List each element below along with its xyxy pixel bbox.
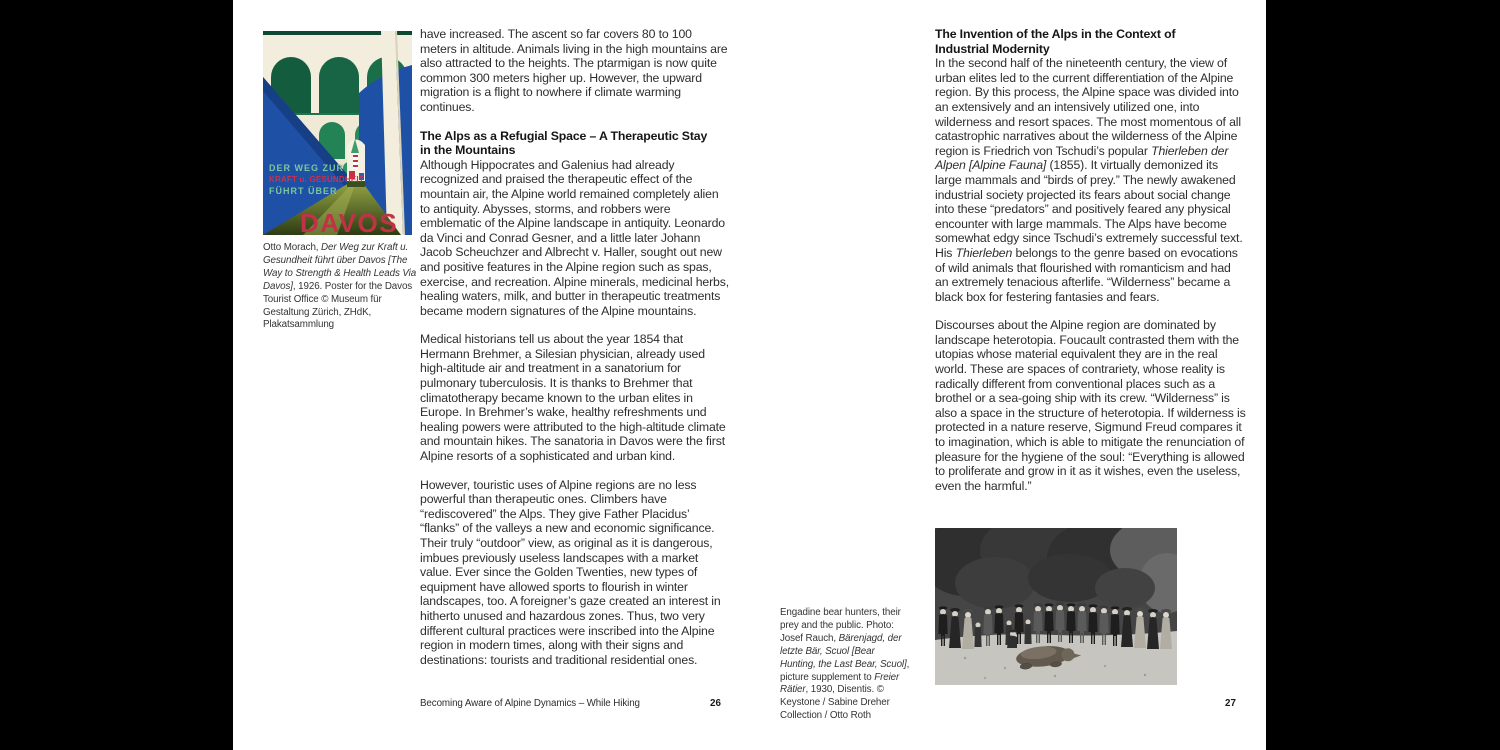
section-heading-invention-alps: The Invention of the Alps in the Context of Industrial Modernity: [935, 27, 1176, 56]
davos-poster-art: [263, 31, 412, 235]
poster-text-line3: FÜHRT ÜBER: [269, 186, 338, 196]
poster-text-line1: DER WEG ZUR: [269, 163, 344, 173]
bear-hunters-photo: [935, 528, 1177, 685]
body-paragraph: Although Hippocrates and Galenius had already recognized and praised the therapeutic effect of the mountain air, the Alpine world remained completely alien to antiquity. Abysses, storms, and robbers were emblematic of the Alpine landscape in antiquity. Leonardo da Vinci and Conrad Gesner, and a little later Johann Jacob Scheuchzer and Albrecht v. Haller, sought out new and positive features in the Alpine region such as spas, exercise, and recreation. Alpine minerals, medicinal herbs, healing waters, milk, and butter in therapeutic treatments became modern signatures of the Alpine mountains.: [420, 157, 729, 318]
poster-caption: Otto Morach, Der Weg zur Kraft u. Gesundheit führt über Davos [The Way to Strength & Health Leads Via Davos], 1926. Poster for the Davos Tourist Office © Museum für Gestaltung Zürich, ZHdK, Plakatsammlung: [263, 242, 417, 331]
page-number-26: 26: [710, 698, 721, 709]
intro-paragraph: have increased. The ascent so far covers 80 to 100 meters in altitude. Animals living in the high mountains are also attracted to the heights. The ptarmigan is now quite common 300 meters higher up. However, the upward migration is a flight to nowhere if climate warming continues.: [420, 27, 728, 114]
book-spread: [233, 0, 1266, 750]
page-number-27: 27: [1225, 698, 1236, 709]
page-left: [233, 0, 749, 750]
poster-davos-wordmark: DAVOS: [300, 208, 399, 235]
left-text-column: [420, 27, 731, 681]
body-paragraph: Medical historians tell us about the year 1854 that Hermann Brehmer, a Silesian physician, already used high-altitude air and treatment in a sanatorium for pulmonary tuberculosis. It is thanks to Brehmer that climatotherapy became known to the urban elites in Europe. In Brehmer’s wake, healthy refreshments und healing powers were attributed to the high-altitude climate and mountain hikes. The sanatoria in Davos were the first Alpine resorts of a sophisticated and urban kind.: [420, 332, 726, 464]
running-footer: Becoming Aware of Alpine Dynamics – While Hiking: [420, 698, 640, 709]
body-paragraph: In the second half of the nineteenth century, the view of urban elites led to the current differentiation of the Alpine region. By this process, the Alpine space was divided into an extensively and an intensively utilized one, into wilderness and resort spaces. The most momentous of all catastrophic narratives about the wilderness of the Alpine region is Friedrich von Tschudi’s popular Thierleben der Alpen [Alpine Fauna] (1855). It virtually demonized its large mammals and “birds of prey.” The newly awakened industrial society projected its fears about social change into these “predators” and positively feared any physical encounter with large mammals. The Alps have become somewhat edgy since Tschudi’s extremely successful text. His Thierleben belongs to the genre based on evocations of wild animals that flourished with romanticism and had an extremely tenacious afterlife. “Wilderness” became a black box for festering fantasies and fears.: [935, 56, 1243, 304]
photo-caption: Engadine bear hunters, their prey and the public. Photo: Josef Rauch, Bärenjagd, der letzte Bär, Scuol [Bear Hunting, the Last Bear, Scuol], picture supplement to Freier Rätier, 1930, Disentis. © Keystone / Sabine Dreher Collection / Otto Roth: [780, 607, 910, 722]
body-paragraph: Discourses about the Alpine region are dominated by landscape heterotopia. Foucault contrasted them with the utopias whose material equivalent they are in the real world. These are spaces of contrariety, whose reality is radically different from conventional places such as a brothel or a sea-going ship with its crew. “Wilderness” is also a space in the structure of heterotopia. If wilderness is protected in a nature reserve, Sigmund Freud compares it to imagination, which is able to mitigate the renunciation of pleasure for the hygiene of the soul: “Everything is allowed to proliferate and grow in it as it wishes, even the useless, even the harmful.”: [935, 318, 1246, 493]
body-paragraph: However, touristic uses of Alpine regions are no less powerful than therapeutic ones. Climbers have “rediscovered” the Alps. They give Father Placidus’ “flanks” of the valleys a new and economic significance. Their truly “outdoor” view, as original as it is dangerous, imbues previously useless landscapes with a market value. Ever since the Golden Twenties, new types of equipment have allowed sports to flourish in winter landscapes, too. A foreigner’s gaze created an interest in hitherto unused and hazardous zones. Thus, two very different cultural practices were inscribed into the Alpine region in modern times, along with their signs and destinations: tourists and traditional residential ones.: [420, 477, 721, 667]
right-text-column: [935, 27, 1246, 507]
poster-text-line2: KRAFT u. GESUNDHEIT: [269, 175, 364, 184]
davos-poster-image: [263, 31, 412, 235]
page-right: [750, 0, 1266, 750]
bear-hunters-photo-art: [935, 528, 1177, 685]
section-heading-refugial-space: The Alps as a Refugial Space – A Therapeutic Stay in the Mountains: [420, 128, 708, 158]
